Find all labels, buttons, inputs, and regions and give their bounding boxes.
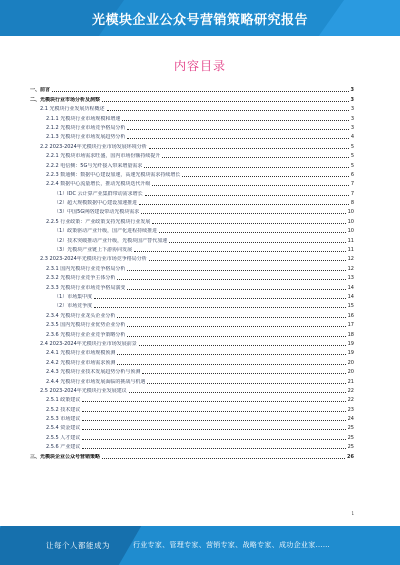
toc-entry-title: （2）超大规模数据中心建设加速推进 bbox=[54, 200, 138, 207]
toc-entry-page: 3 bbox=[350, 115, 354, 122]
toc-entry-page: 19 bbox=[347, 350, 354, 357]
toc-entry-title: 2.3.5 国内光模块行业优势企业分析 bbox=[46, 322, 126, 329]
toc-entry[interactable] bbox=[30, 169, 354, 178]
toc-entry-page: 5 bbox=[350, 143, 354, 150]
toc-entry[interactable] bbox=[30, 131, 354, 140]
toc-entry-page: 3 bbox=[350, 87, 354, 94]
toc-entry[interactable] bbox=[30, 262, 354, 271]
toc-entry-page: 5 bbox=[350, 162, 354, 169]
toc-leader-dots bbox=[117, 313, 345, 318]
toc-leader-dots bbox=[127, 266, 345, 271]
toc-entry-page: 11 bbox=[347, 247, 354, 254]
toc-entry-title: （1）政策驱动产业升级，国产化进程持续推进 bbox=[54, 228, 158, 235]
toc-entry-title: 2.1.2 光模块行业市场竞争格局分析 bbox=[46, 124, 126, 131]
toc-leader-dots bbox=[127, 134, 348, 139]
toc-entry-title: 2.5.1 政策建议 bbox=[46, 397, 81, 404]
toc-entry[interactable] bbox=[30, 356, 354, 365]
toc-entry-page: 6 bbox=[350, 171, 354, 178]
toc-entry-title: （1）市场集中度 bbox=[54, 293, 93, 300]
toc-leader-dots bbox=[102, 454, 345, 459]
toc-leader-dots bbox=[82, 444, 345, 449]
toc-entry[interactable] bbox=[30, 206, 354, 215]
toc-entry-page: 16 bbox=[347, 312, 354, 319]
toc-entry[interactable] bbox=[30, 234, 354, 243]
footer-roles: 行业专家、管理专家、营销专家、战略专家、成功企业家…… bbox=[133, 541, 331, 549]
toc-entry[interactable] bbox=[30, 394, 354, 403]
toc-entry-title: （3）中国5G网络建设带动光模块需求 bbox=[54, 209, 140, 216]
toc-leader-dots bbox=[102, 97, 349, 102]
toc-entry[interactable] bbox=[30, 422, 354, 431]
toc-entry-title: 2.3 2023-2024年光模块行业市场竞争格局分析 bbox=[40, 256, 147, 263]
toc-leader-dots bbox=[152, 219, 345, 224]
toc-entry-title: 2.1.3 光模块行业市场发展趋势分析 bbox=[46, 134, 126, 141]
toc-entry-title: 2.5.5 人才建议 bbox=[46, 434, 81, 441]
toc-entry-title: 2.2 2023-2024年光模块行业市场发展环境分析 bbox=[40, 143, 147, 150]
toc-leader-dots bbox=[142, 369, 345, 374]
toc-entry-page: 19 bbox=[347, 340, 354, 347]
toc-leader-dots bbox=[129, 388, 346, 393]
toc-entry-title: 2.4.4 光模块行业市场发展面临的挑战与机遇 bbox=[46, 378, 146, 385]
toc-leader-dots bbox=[82, 397, 345, 402]
toc-entry-page: 3 bbox=[350, 96, 354, 103]
toc-entry[interactable] bbox=[30, 338, 354, 347]
toc-entry-title: 2.5.3 市场建议 bbox=[46, 416, 81, 423]
page-number: 1 bbox=[351, 511, 354, 516]
toc-leader-dots bbox=[141, 209, 345, 214]
toc-entry[interactable] bbox=[30, 441, 354, 450]
toc-entry[interactable] bbox=[30, 403, 354, 412]
toc-entry-page: 20 bbox=[347, 359, 354, 366]
toc-entry-title: 2.3.2 光模块行业竞争主体分析 bbox=[46, 275, 116, 282]
toc-entry[interactable] bbox=[30, 244, 354, 253]
toc-entry[interactable] bbox=[30, 319, 354, 328]
toc-entry-page: 15 bbox=[347, 303, 354, 310]
toc-entry[interactable] bbox=[30, 225, 354, 234]
header-banner bbox=[0, 0, 400, 36]
toc-entry[interactable] bbox=[30, 347, 354, 356]
toc-entry[interactable] bbox=[30, 187, 354, 196]
toc-entry-page: 25 bbox=[347, 425, 354, 432]
toc-leader-dots bbox=[82, 416, 345, 421]
toc-entry[interactable] bbox=[30, 385, 354, 394]
toc-leader-dots bbox=[159, 228, 345, 233]
toc-entry[interactable] bbox=[30, 215, 354, 224]
toc-entry-page: 22 bbox=[347, 387, 354, 394]
toc-entry-title: （3）光模块产业链上下游协同发展 bbox=[54, 247, 133, 254]
toc-entry-title: 2.3.4 光模块行业龙头企业分析 bbox=[46, 312, 116, 319]
toc-leader-dots bbox=[127, 125, 348, 130]
toc-leader-dots bbox=[139, 200, 349, 205]
toc-entry-title: 2.5 2023-2024年光模块行业发展建议 bbox=[40, 387, 127, 394]
toc-leader-dots bbox=[182, 172, 348, 177]
toc-entry-page: 11 bbox=[347, 237, 354, 244]
toc-entry-title: 2.4.2 光模块行业市场需求预测 bbox=[46, 359, 116, 366]
toc-entry[interactable] bbox=[30, 366, 354, 375]
toc-entry-title: 2.3.3 光模块行业市场竞争格局演变 bbox=[46, 284, 126, 291]
toc-leader-dots bbox=[152, 181, 348, 186]
toc-entry-page: 7 bbox=[350, 181, 354, 188]
toc-entry[interactable] bbox=[30, 309, 354, 318]
toc-leader-dots bbox=[149, 144, 349, 149]
toc-entry[interactable] bbox=[30, 413, 354, 422]
toc-entry[interactable] bbox=[30, 328, 354, 337]
toc-entry-title: 2.4.1 光模块行业市场规模预测 bbox=[46, 350, 116, 357]
toc-entry-title: 2.2.1 光模块市场需求旺盛，国内市场份额持续提升 bbox=[46, 153, 161, 160]
toc-entry[interactable] bbox=[30, 159, 354, 168]
toc-entry-page: 3 bbox=[350, 124, 354, 131]
toc-entry[interactable] bbox=[30, 253, 354, 262]
toc-leader-dots bbox=[82, 435, 345, 440]
toc-entry[interactable] bbox=[30, 112, 354, 121]
toc-entry-title: 2.4 2023-2024年光模块行业市场发展前景 bbox=[40, 340, 137, 347]
toc-entry-page: 23 bbox=[347, 406, 354, 413]
toc-entry-title: 2.2.2 电信侧：5G与光纤接入带来增量需求 bbox=[46, 162, 143, 169]
toc-entry[interactable] bbox=[30, 84, 354, 93]
toc-entry[interactable] bbox=[30, 281, 354, 290]
toc-leader-dots bbox=[162, 153, 348, 158]
toc-leader-dots bbox=[134, 247, 345, 252]
toc-entry[interactable] bbox=[30, 450, 354, 459]
toc-leader-dots bbox=[82, 425, 345, 430]
toc-leader-dots bbox=[169, 238, 345, 243]
toc-entry-title: 2.5.4 资金建议 bbox=[46, 425, 81, 432]
toc-entry-title: 2.4.3 光模块行业技术发展趋势分析与预测 bbox=[46, 369, 141, 376]
toc-entry-page: 10 bbox=[347, 228, 354, 235]
toc-entry[interactable] bbox=[30, 431, 354, 440]
toc-heading: 内容目录 bbox=[173, 59, 226, 73]
toc-entry[interactable] bbox=[30, 375, 354, 384]
toc-entry[interactable] bbox=[30, 140, 354, 149]
toc-entry-title: （1）IDC 云计算产业集群带动需求增长 bbox=[54, 190, 143, 197]
toc-entry-page: 4 bbox=[350, 134, 354, 141]
toc-entry-page: 20 bbox=[347, 369, 354, 376]
toc-entry[interactable] bbox=[30, 300, 354, 309]
toc-entry-page: 21 bbox=[347, 378, 354, 385]
toc-entry-title: 2.1.1 光模块行业市场规模和增速 bbox=[46, 115, 121, 122]
toc-leader-dots bbox=[147, 379, 345, 384]
toc-leader-dots bbox=[94, 303, 345, 308]
toc-entry-page: 12 bbox=[347, 265, 354, 272]
toc-entry[interactable] bbox=[30, 272, 354, 281]
toc-entry-title: （2）技术突破推动产业升级，光模块国产替代加速 bbox=[54, 237, 168, 244]
toc-entry-title: 一、前言 bbox=[30, 87, 51, 94]
toc-entry-page: 10 bbox=[347, 218, 354, 225]
toc-entry[interactable] bbox=[30, 93, 354, 102]
toc-entry-title: 2.5.2 技术建议 bbox=[46, 406, 81, 413]
toc-entry[interactable] bbox=[30, 122, 354, 131]
toc-entry[interactable] bbox=[30, 291, 354, 300]
toc-entry-title: 三、光模块企业公众号营销策略 bbox=[30, 453, 101, 460]
toc-leader-dots bbox=[117, 350, 345, 355]
toc-leader-dots bbox=[127, 322, 345, 327]
toc-leader-dots bbox=[149, 256, 346, 261]
toc-leader-dots bbox=[144, 163, 348, 168]
toc-entry-page: 14 bbox=[347, 293, 354, 300]
toc-entry[interactable] bbox=[30, 150, 354, 159]
toc-leader-dots bbox=[139, 341, 346, 346]
toc-entry-page: 25 bbox=[347, 434, 354, 441]
toc-entry[interactable] bbox=[30, 103, 354, 112]
toc-leader-dots bbox=[82, 407, 345, 412]
table-of-contents bbox=[30, 84, 354, 460]
toc-entry-title: 2.1 光模块行业发展历程概述 bbox=[40, 106, 105, 113]
toc-entry-page: 5 bbox=[350, 153, 354, 160]
toc-leader-dots bbox=[122, 116, 348, 121]
toc-entry-title: 2.2.4 数据中心流量增长，推动光模块迭代升级 bbox=[46, 181, 151, 188]
toc-entry-page: 13 bbox=[347, 275, 354, 282]
toc-entry-page: 8 bbox=[350, 200, 354, 207]
toc-entry-page: 14 bbox=[347, 284, 354, 291]
toc-entry-title: 2.3.6 光模块行业企业竞争策略分析 bbox=[46, 331, 126, 338]
toc-entry[interactable] bbox=[30, 197, 354, 206]
footer-slogan: 让每个人都能成为 bbox=[46, 541, 110, 550]
toc-entry-page: 17 bbox=[347, 322, 354, 329]
toc-entry-page: 25 bbox=[347, 444, 354, 451]
toc-entry-title: 二、光模块行业市场分析及洞察 bbox=[30, 96, 101, 103]
toc-entry-page: 12 bbox=[347, 256, 354, 263]
toc-entry-title: 2.3.1 国内光模块行业竞争格局分析 bbox=[46, 265, 126, 272]
toc-entry-title: （2）市场竞争度 bbox=[54, 303, 93, 310]
toc-entry-title: 2.2.3 数通侧：数据中心建设加速，高速光模块需求持续增长 bbox=[46, 171, 181, 178]
toc-entry-title: 2.5.6 产业建议 bbox=[46, 444, 81, 451]
toc-entry-page: 26 bbox=[347, 453, 354, 460]
toc-leader-dots bbox=[127, 332, 345, 337]
toc-entry-page: 18 bbox=[347, 331, 354, 338]
toc-leader-dots bbox=[145, 191, 349, 196]
toc-entry-page: 10 bbox=[347, 209, 354, 216]
toc-leader-dots bbox=[117, 275, 345, 280]
toc-leader-dots bbox=[117, 360, 345, 365]
toc-leader-dots bbox=[52, 87, 349, 92]
toc-entry[interactable] bbox=[30, 178, 354, 187]
toc-leader-dots bbox=[127, 285, 345, 290]
toc-leader-dots bbox=[107, 106, 349, 111]
toc-leader-dots bbox=[94, 294, 345, 299]
toc-entry-page: 24 bbox=[347, 416, 354, 423]
toc-entry-page: 7 bbox=[350, 190, 354, 197]
toc-entry-title: 2.2.5 行业政策：产业政策支持光模块行业发展 bbox=[46, 218, 151, 225]
toc-entry-page: 22 bbox=[347, 397, 354, 404]
footer-banner bbox=[0, 526, 400, 565]
report-title: 光模块企业公众号营销策略研究报告 bbox=[91, 13, 308, 28]
toc-entry-page: 3 bbox=[350, 106, 354, 113]
